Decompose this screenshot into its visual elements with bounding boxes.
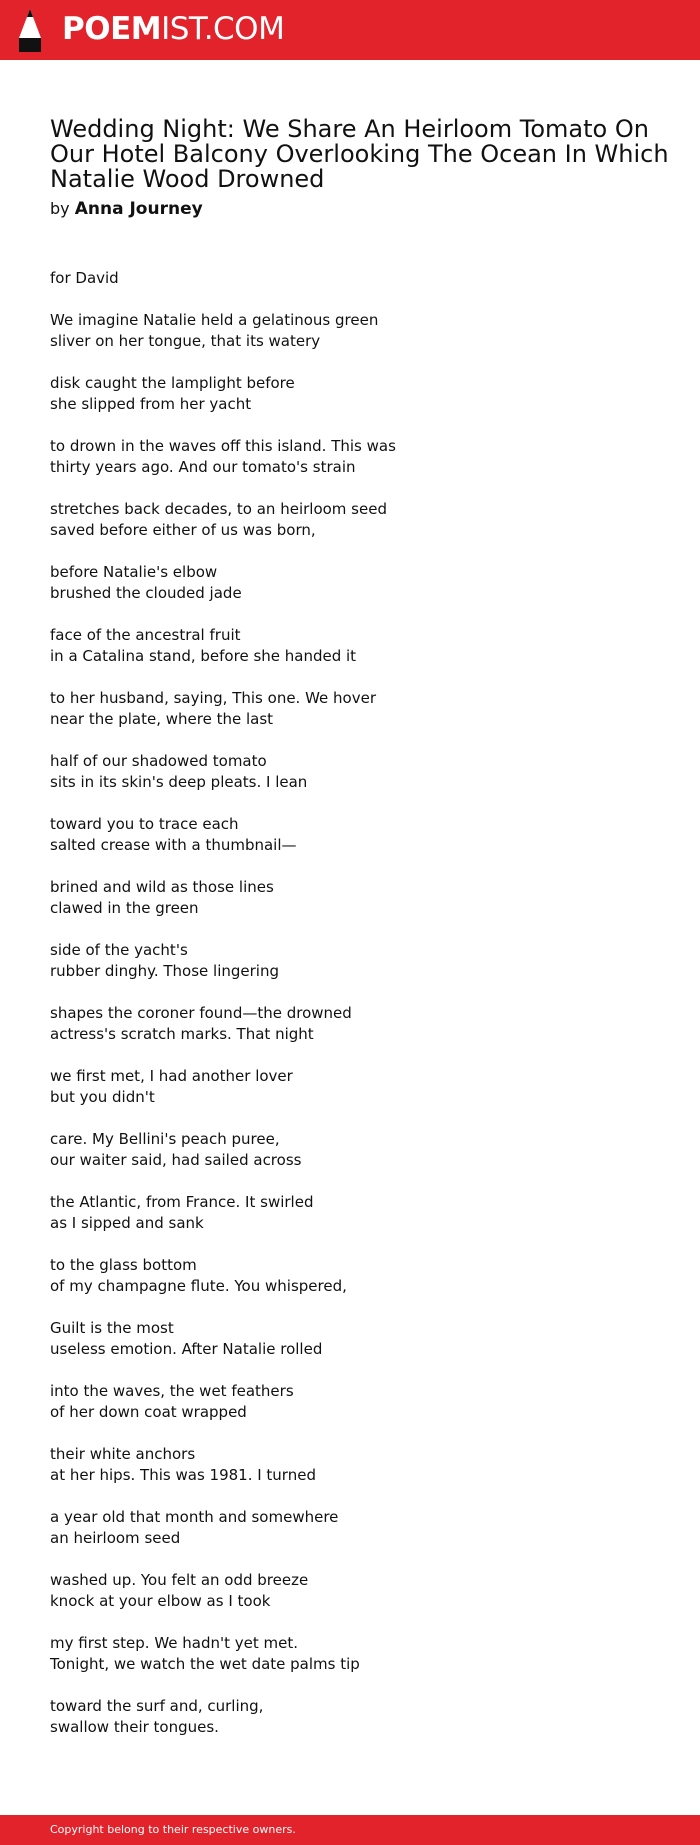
poem-line: toward you to trace each — [50, 815, 239, 833]
stanza-gap — [50, 1675, 650, 1696]
poem-line: of my champagne flute. You whispered, — [50, 1277, 347, 1295]
poem-line: of her down coat wrapped — [50, 1403, 247, 1421]
poem-line: clawed in the green — [50, 899, 199, 917]
poem-body — [50, 268, 650, 1738]
poem-line: to drown in the waves off this island. This was — [50, 437, 396, 455]
poem-line: We imagine Natalie held a gelatinous green — [50, 311, 379, 329]
stanza-gap — [50, 919, 650, 940]
site-footer — [0, 1815, 700, 1845]
stanza — [50, 1507, 650, 1549]
poem-line: but you didn't — [50, 1088, 155, 1106]
stanza — [50, 1192, 650, 1234]
poem-line: the Atlantic, from France. It swirled — [50, 1193, 314, 1211]
poem-line: before Natalie's elbow — [50, 563, 218, 581]
poem-line: care. My Bellini's peach puree, — [50, 1130, 280, 1148]
stanza-gap — [50, 730, 650, 751]
logo-text-bold: POEM — [62, 11, 162, 47]
poem-line: Tonight, we watch the wet date palms tip — [50, 1655, 360, 1673]
stanza-gap — [50, 1486, 650, 1507]
stanza-gap — [50, 1612, 650, 1633]
poem-line: as I sipped and sank — [50, 1214, 204, 1232]
poem-line: sliver on her tongue, that its watery — [50, 332, 321, 350]
poem-line: an heirloom seed — [50, 1529, 181, 1547]
poem-line: shapes the coroner found—the drowned — [50, 1004, 352, 1022]
poem-line: sits in its skin's deep pleats. I lean — [50, 773, 308, 791]
poem-line: at her hips. This was 1981. I turned — [50, 1466, 316, 1484]
stanza-gap — [50, 856, 650, 877]
stanza-gap — [50, 352, 650, 373]
stanza — [50, 751, 650, 793]
stanza — [50, 1570, 650, 1612]
poem-line: thirty years ago. And our tomato's strain — [50, 458, 356, 476]
stanza — [50, 1381, 650, 1423]
stanza — [50, 310, 650, 352]
pencil-logo-icon[interactable] — [17, 8, 43, 53]
stanza — [50, 1444, 650, 1486]
poem-line: near the plate, where the last — [50, 710, 274, 728]
stanza-gap — [50, 1297, 650, 1318]
stanza-gap — [50, 1234, 650, 1255]
byline-prefix: by — [50, 199, 70, 218]
stanza-gap — [50, 478, 650, 499]
poem-line: saved before either of us was born, — [50, 521, 316, 539]
stanza — [50, 877, 650, 919]
stanza-gap — [50, 1423, 650, 1444]
stanza — [50, 1255, 650, 1297]
logo-text-light: IST.COM — [161, 11, 285, 47]
poem-line: my first step. We hadn't yet met. — [50, 1634, 299, 1652]
site-header — [0, 0, 700, 60]
poem-line: face of the ancestral fruit — [50, 626, 241, 644]
stanza — [50, 373, 650, 415]
poem-line: stretches back decades, to an heirloom seed — [50, 500, 387, 518]
stanza-gap — [50, 604, 650, 625]
stanza — [50, 436, 650, 478]
stanza — [50, 1129, 650, 1171]
stanza-gap — [50, 982, 650, 1003]
poem-line: Guilt is the most — [50, 1319, 174, 1337]
poem-line: brushed the clouded jade — [50, 584, 242, 602]
poem-line: side of the yacht's — [50, 941, 188, 959]
poem-dedication: for David — [50, 269, 119, 287]
poem-byline — [50, 197, 203, 221]
stanza-gap — [50, 289, 650, 310]
stanza-gap — [50, 1549, 650, 1570]
stanza-gap — [50, 1108, 650, 1129]
stanza-gap — [50, 1171, 650, 1192]
poem-line: into the waves, the wet feathers — [50, 1382, 294, 1400]
poem-line: in a Catalina stand, before she handed it — [50, 647, 357, 665]
poem-line: we first met, I had another lover — [50, 1067, 293, 1085]
author-name: Anna Journey — [74, 199, 203, 219]
poem-line: brined and wild as those lines — [50, 878, 274, 896]
stanza — [50, 940, 650, 982]
stanza-gap — [50, 541, 650, 562]
poem-line: toward the surf and, curling, — [50, 1697, 264, 1715]
stanza-gap — [50, 793, 650, 814]
poem-line: their white anchors — [50, 1445, 196, 1463]
stanza — [50, 688, 650, 730]
poem-title: Wedding Night: We Share An Heirloom Tomato On Our Hotel Balcony Overlooking The Ocean In Which Natalie Wood Drowned — [50, 115, 669, 193]
poem-line: useless emotion. After Natalie rolled — [50, 1340, 323, 1358]
poem-line: disk caught the lamplight before — [50, 374, 295, 392]
stanza-gap — [50, 415, 650, 436]
poem-line: our waiter said, had sailed across — [50, 1151, 302, 1169]
stanza — [50, 1633, 650, 1675]
poem-stanzas — [50, 289, 650, 1738]
copyright-notice: Copyright belong to their respective owners. — [50, 1823, 296, 1836]
stanza — [50, 814, 650, 856]
stanza — [50, 1696, 650, 1738]
poem-line: half of our shadowed tomato — [50, 752, 267, 770]
poem-line: rubber dinghy. Those lingering — [50, 962, 279, 980]
poem-line: she slipped from her yacht — [50, 395, 252, 413]
poem-line: a year old that month and somewhere — [50, 1508, 339, 1526]
poem-line: actress's scratch marks. That night — [50, 1025, 314, 1043]
poem-line: swallow their tongues. — [50, 1718, 219, 1736]
poem-line: to the glass bottom — [50, 1256, 197, 1274]
poem-line: knock at your elbow as I took — [50, 1592, 271, 1610]
stanza — [50, 1318, 650, 1360]
poem-line: salted crease with a thumbnail— — [50, 836, 297, 854]
poem-line: to her husband, saying, This one. We hover — [50, 689, 376, 707]
stanza — [50, 625, 650, 667]
poem-line: washed up. You felt an odd breeze — [50, 1571, 309, 1589]
stanza-gap — [50, 1045, 650, 1066]
site-logo[interactable] — [62, 10, 284, 48]
stanza — [50, 499, 650, 541]
stanza-gap — [50, 667, 650, 688]
stanza — [50, 1066, 650, 1108]
stanza-gap — [50, 1360, 650, 1381]
stanza — [50, 562, 650, 604]
stanza — [50, 1003, 650, 1045]
